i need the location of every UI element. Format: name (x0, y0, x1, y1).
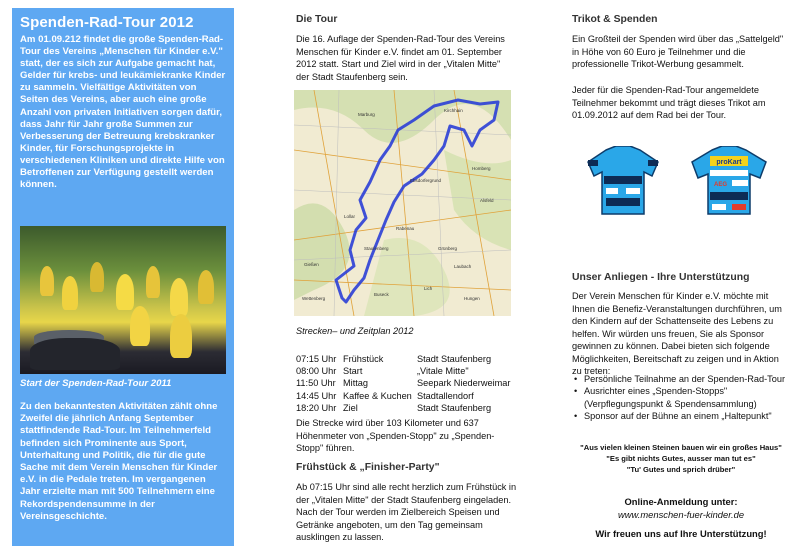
photo-caption: Start der Spenden-Rad-Tour 2011 (20, 378, 172, 389)
schedule-activity: Frühstück (343, 354, 384, 364)
map-place-label: Hungen (464, 296, 480, 301)
schedule-activity: Start (343, 366, 363, 377)
quote-3: "Tu' Gutes und sprich drüber" (626, 465, 736, 474)
list-item: • Persönliche Teilnahme an der Spenden-Rad-Tour (574, 373, 790, 385)
online-label: Online-Anmeldung unter: (624, 496, 738, 507)
table-row (296, 377, 510, 389)
map-place-label: Laubach (454, 264, 472, 269)
route-map-svg (294, 90, 511, 316)
schedule-title: Strecken– und Zeitplan 2012 (296, 326, 414, 336)
jersey-back-image (586, 146, 660, 216)
route-text: Die Strecke wird über 103 Kilometer und 637 Höhenmeter von „Spenden-Stopp" zu „Spenden-Stopp" führen. (296, 418, 495, 453)
flyer-title: Spenden-Rad-Tour 2012 (20, 14, 194, 31)
registration-link[interactable]: www.menschen-fuer-kinder.de (617, 509, 745, 520)
jersey-sponsor-text: AEG (714, 182, 728, 188)
route-map (294, 90, 511, 316)
jersey-heading: Trikot & Spenden (572, 14, 658, 25)
quotes-block (570, 442, 792, 475)
table-row (296, 402, 510, 414)
table-row (296, 353, 510, 365)
support-heading: Unser Anliegen - Ihre Unterstützung (572, 272, 750, 283)
map-place-label: Rabenau (396, 226, 415, 231)
finisher-heading: Frühstück & „Finisher-Party" (296, 462, 440, 473)
map-place-label: Buseck (374, 292, 389, 297)
finisher-text: Ab 07:15 Uhr sind alle recht herzlich zum Frühstück in der „Vitalen Mitte" der Stadt Staufenberg eingeladen. Nach der Tour werden im Zielbereich Speisen und Getränke angeboten, um den Tag gemeinsam ausklingen zu lassen. (296, 482, 517, 542)
schedule-place: Stadt Staufenberg (417, 402, 492, 413)
map-place-label: Lollar (344, 214, 356, 219)
schedule-activity: Mittag (343, 378, 369, 389)
jersey-text-2: Jeder für die Spenden-Rad-Tour angemeldete Teilnehmer bekommt und trägt dieses Trikot am 01.09.2012 auf dem Rad bei der Tour. (572, 85, 766, 120)
intro-text: Am 01.09.212 findet die große Spenden-Rad-Tour des Vereins „Menschen für Kinder e.V." statt, der es sich zur Aufgabe gemacht hat, Gelder für krebs- und leukämiekranke Kinder zu sammeln. Vielfältige Aktivitäten von Seiten des Vereins, aber auch eine große Anzahl von privaten Initiativen sorgen dafür, dass Jahr für Jahr große Summen zur Verbesserung der Betreuung krebskranker Kinder, für Forschungsprojekte in verschiedenen Kliniken und direkte Hilfe von Betroffenen zur Verfügung gestellt werden können. (20, 34, 226, 191)
schedule-place: „Vitale Mitte" (417, 366, 469, 377)
list-item: • Sponsor auf der Bühne an einem „Haltepunkt" (574, 410, 790, 422)
schedule-time: 07:15 Uhr (296, 354, 337, 364)
left-column (12, 8, 234, 546)
map-place-label: Grünberg (438, 246, 458, 251)
quote-1: "Aus vielen kleinen Steinen bauen wir ein großes Haus" (580, 443, 782, 452)
support-options-list (574, 373, 790, 422)
schedule-place: Stadtallendorf (417, 390, 474, 401)
list-item: • Ausrichter eines „Spenden-Stopps" (Verpflegungspunkt & Spendensammlung) (574, 385, 790, 410)
jersey-front-image (690, 146, 768, 216)
schedule-place: Stadt Staufenberg (417, 354, 492, 364)
schedule-time: 18:20 Uhr (296, 402, 337, 413)
map-place-label: Kirchhain (444, 108, 463, 113)
schedule-time: 14:45 Uhr (296, 390, 337, 401)
tour-start-photo (20, 226, 226, 374)
map-place-label: Wettenberg (302, 296, 326, 301)
jersey-text: Ein Großteil der Spenden wird über das „Sattelgeld" in Höhe von 60 Euro je Teilnehmer und die professionelle Trikot-Werbung gesammelt. (572, 34, 784, 69)
map-place-label: Marburg (358, 112, 375, 117)
schedule-table (296, 353, 510, 414)
schedule-place: Seepark Niederweimar (417, 378, 511, 389)
support-text: Der Verein Menschen für Kinder e.V. möchte mit Ihnen die Benefiz-Veranstaltungen durchführen, um den Kindern auf der Schattenseite des Lebens zu helfen. Wir würden uns freuen, Sie als Sponsor gewinnen zu können. Dabei bieten sich folgende Möglichkeiten, Bereitschaft zu zeigen und in Aktion zu treten: (572, 291, 782, 376)
closing-text: Wir freuen uns auf Ihre Unterstützung! (595, 528, 767, 539)
map-place-label: Gießen (304, 262, 319, 267)
tour-heading: Die Tour (296, 14, 338, 25)
quote-2: "Es gibt nichts Gutes, ausser man tut es" (606, 454, 756, 463)
schedule-time: 08:00 Uhr (296, 366, 337, 377)
map-place-label: Alsfeld (480, 198, 494, 203)
map-place-label: Homberg (472, 166, 491, 171)
jersey-logo-text: proKart (716, 159, 742, 166)
table-row (296, 390, 510, 402)
schedule-activity: Ziel (343, 402, 358, 413)
schedule-time: 11:50 Uhr (296, 378, 336, 389)
left-body-text: Zu den bekanntesten Aktivitäten zählt ohne Zweifel die jährlich Anfang September stattfindende Rad-Tour. Im Teilnehmerfeld befinden sich Prominente aus Sport, Unterhaltung und Politik, die für die gute Sache mit dem Verein Menschen für Kinder e.V. in die Pedale treten. Im vergangenen Jahr erzielte man mit 500 Teilnehmern eine Rekordspendensumme in der Vereinsgeschichte. (20, 401, 218, 522)
table-row (296, 365, 510, 377)
schedule-activity: Kaffee & Kuchen (343, 390, 412, 401)
map-place-label: Lich (424, 286, 433, 291)
tour-text: Die 16. Auflage der Spenden-Rad-Tour des Vereins Menschen für Kinder e.V. findet am 01. September 2012 statt. Start und Ziel wird in der „Vitalen Mitte" der Stadt Staufenberg sein. (296, 34, 505, 82)
map-place-label: Staufenberg (364, 246, 389, 251)
map-place-label: Ebsdorfergrund (410, 178, 442, 183)
